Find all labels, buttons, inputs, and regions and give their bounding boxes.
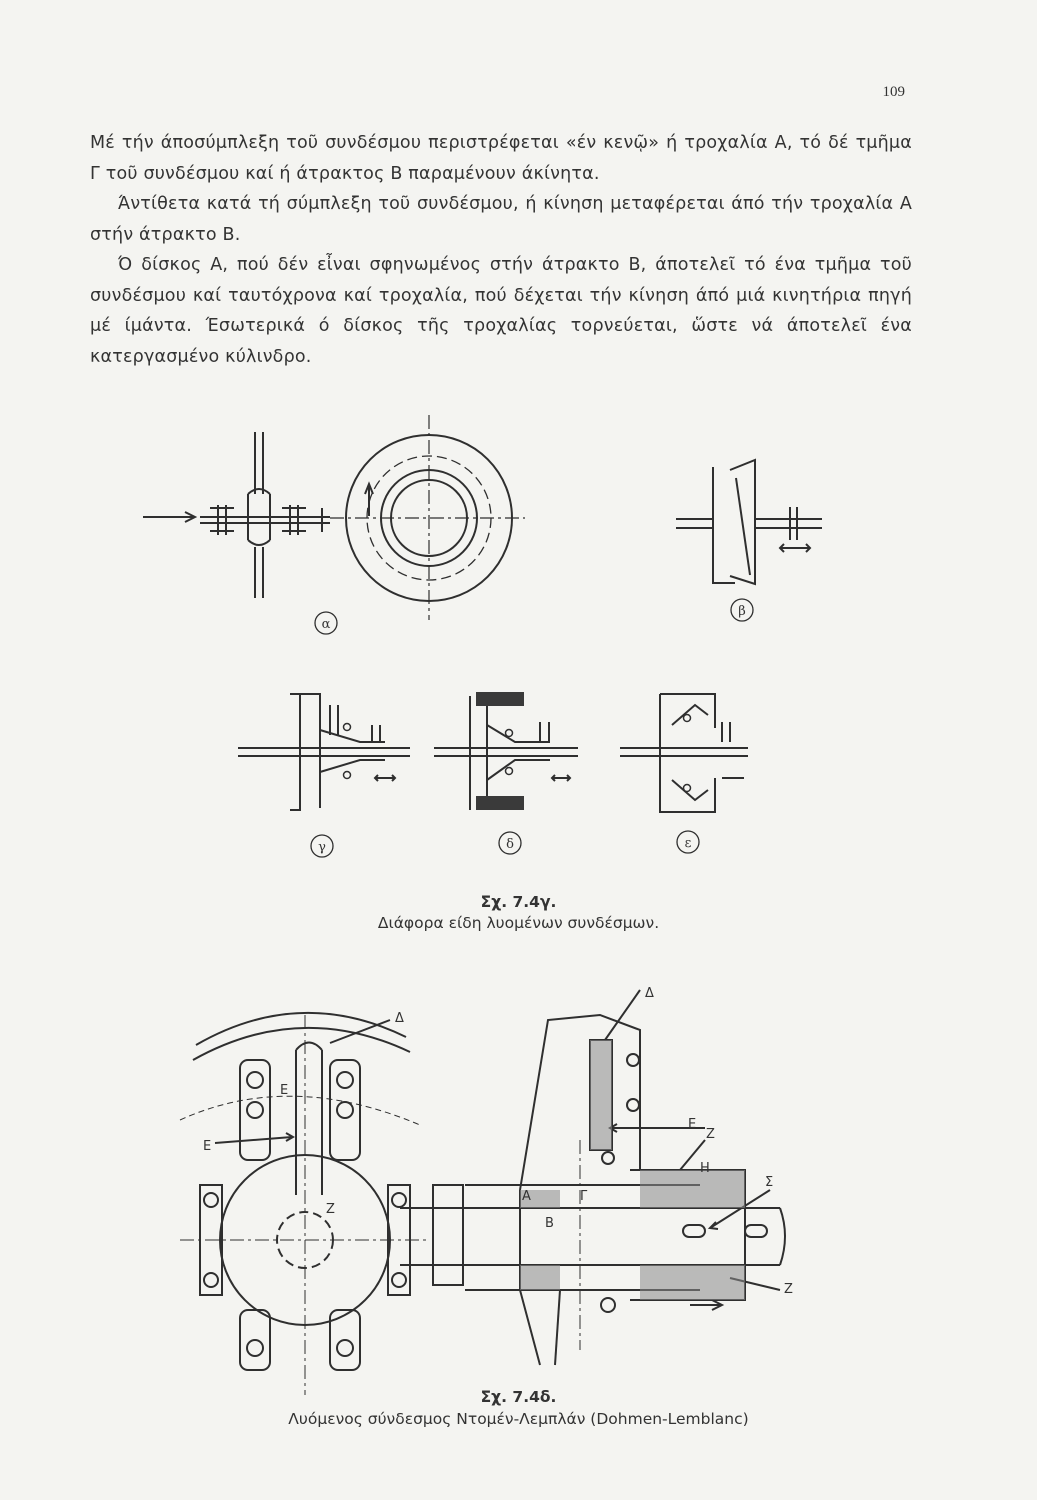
label-epsilon-right: Ε (688, 1117, 697, 1132)
label-alpha: Α (522, 1189, 531, 1204)
paragraph-3: Ό δίσκος Α, πού δέν εἶναι σφηνωμένος στήν άτρακτο Β, άποτελεῖ τό ένα τμῆμα τοῦ συνδέσμου καί ταυτόχρονα καί τροχαλία, πού δέχεται τήν κίνηση άπό μιά κινητήρια πηγή μέ ίμάντα. Έσωτερικά ό δίσκος τῆς τροχαλίας τορνεύεται, ὥστε νά άποτελεῖ ένα κατεργασμένο κύλινδρο. (90, 255, 912, 367)
figure-1-caption-desc: Διάφορα είδη λυομένων συνδέσμων. (377, 914, 660, 932)
paragraph-2: Άντίθετα κατά τή σύμπλεξη τοῦ συνδέσμου, ή κίνηση μεταφέρεται άπό τήν τροχαλία Α στήν άτρακτο Β. (90, 194, 912, 245)
label-zeta-right-bottom: Ζ (784, 1282, 793, 1297)
page-number: 109 (882, 84, 905, 100)
label-epsilon-left: Ε (203, 1139, 212, 1154)
label-delta-right: Δ (645, 986, 654, 1001)
label-sigma: Σ (765, 1175, 774, 1190)
label-epsilon-top: Ε (280, 1083, 289, 1098)
coupling-left-view (180, 1013, 430, 1395)
figure-1-caption-title: Σχ. 7.4γ. (480, 893, 557, 911)
label-eta: Η (700, 1161, 710, 1176)
figure-2-caption-title: Σχ. 7.4δ. (480, 1388, 557, 1406)
label-alpha: α (321, 617, 331, 632)
label-zeta-right-top: Ζ (706, 1127, 715, 1142)
label-epsilon: ε (684, 836, 692, 851)
label-beta: Β (545, 1216, 554, 1231)
label-zeta-left: Ζ (326, 1202, 335, 1217)
figure-2-caption-desc: Λυόμενος σύνδεσμος Ντομέν-Λεμπλάν (Dohmen-Lemblanc) (288, 1410, 749, 1428)
label-beta: β (738, 604, 746, 619)
paragraph-1: Μέ τήν άποσύμπλεξη τοῦ συνδέσμου περιστρέφεται «έν κενῷ» ή τροχαλία Α, τό δέ τμῆμα Γ τοῦ συνδέσμου καί ή άτρακτος Β παραμένουν άκίνητα. (90, 133, 912, 184)
label-delta: δ (506, 837, 514, 852)
label-gamma: Γ (580, 1189, 588, 1204)
label-gamma: γ (318, 840, 326, 855)
label-delta-left: Δ (395, 1011, 404, 1026)
